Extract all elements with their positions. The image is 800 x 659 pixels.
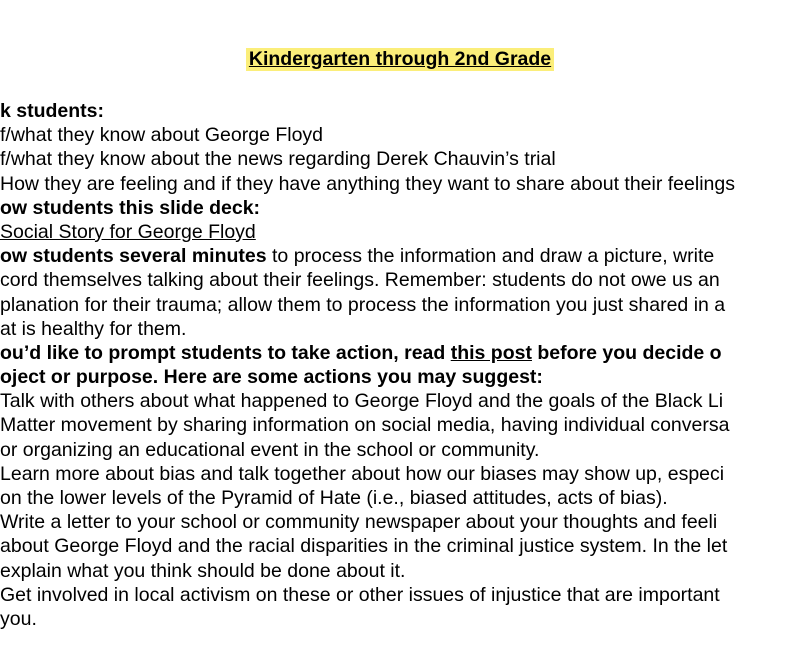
document-body [0, 99, 800, 631]
line-social-story [0, 220, 800, 244]
line-action-3c [0, 559, 800, 583]
action-3-line-1: Write a letter to your school or community newspaper about your thoughts and feeli [0, 511, 718, 534]
line-project-purpose [0, 365, 800, 389]
actions-heading: oject or purpose. Here are some actions you may suggest: [0, 366, 543, 389]
social-story-link[interactable]: Social Story for George Floyd [0, 220, 256, 243]
line-record [0, 268, 800, 292]
allow-minutes-bold: ow students several minutes [0, 245, 267, 268]
show-slide-deck-heading: ow students this slide deck: [0, 196, 261, 219]
action-2-line-1: Learn more about bias and talk together about how our biases may show up, especi [0, 462, 725, 485]
action-1-line-3: or organizing an educational event in the school or community. [0, 438, 540, 461]
line-action-4a [0, 583, 800, 607]
line-action-1a [0, 389, 800, 413]
action-1-line-2: Matter movement by sharing information on social media, having individual conversa [0, 414, 730, 437]
action-2-line-2: on the lower levels of the Pyramid of Hate (i.e., biased attitudes, acts of bias). [0, 487, 668, 509]
ask-item-2: f/what they know about the news regarding Derek Chauvin’s trial [0, 148, 556, 171]
line-ask-1 [0, 123, 800, 147]
action-1-line-1: Talk with others about what happened to George Floyd and the goals of the Black Li [0, 390, 724, 413]
allow-minutes-text: to process the information and draw a picture, write [266, 245, 715, 268]
line-action-3b [0, 534, 800, 558]
line-ask-2 [0, 147, 800, 171]
action-4-line-2: you. [0, 607, 37, 630]
ask-students-heading: k students: [0, 100, 105, 122]
line-action-2a [0, 462, 800, 486]
ask-item-1: f/what they know about George Floyd [0, 124, 324, 147]
line-show-heading [0, 196, 800, 220]
line-allow-minutes [0, 244, 800, 268]
healthy-text: at is healthy for them. [0, 317, 187, 340]
line-prompt-action [0, 341, 800, 365]
line-action-2b [0, 486, 800, 510]
line-action-1b [0, 413, 800, 437]
line-explanation [0, 293, 800, 317]
line-ask-3 [0, 172, 800, 196]
line-healthy [0, 317, 800, 341]
this-post-link[interactable]: this post [450, 341, 532, 364]
explanation-text: planation for their trauma; allow them to process the information you just shared in a [0, 293, 726, 316]
prompt-action-text: ou’d like to prompt students to take action, read [0, 341, 451, 364]
action-3-line-2: about George Floyd and the racial disparities in the criminal justice system. In the let [0, 535, 728, 558]
prompt-action-tail: before you decide o [531, 341, 722, 364]
action-3-line-3: explain what you think should be done about it. [0, 559, 406, 582]
ask-item-3: How they are feeling and if they have anything they want to share about their feelings [0, 172, 735, 195]
record-text: cord themselves talking about their feelings. Remember: students do not owe us an [0, 269, 720, 292]
page-title: Kindergarten through 2nd Grade [246, 48, 554, 71]
line-ask-heading [0, 99, 800, 123]
action-4-line-1: Get involved in local activism on these or other issues of injustice that are important [0, 583, 720, 606]
line-action-4b [0, 607, 800, 631]
title-block [0, 47, 800, 71]
line-action-1c [0, 438, 800, 462]
line-action-3a [0, 510, 800, 534]
